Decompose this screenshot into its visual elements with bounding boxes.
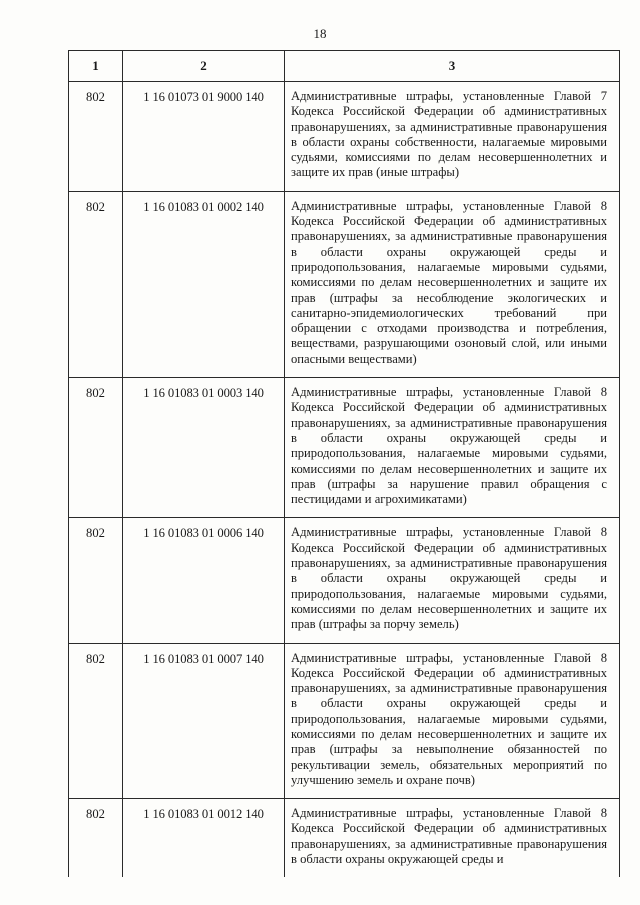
kbk-cell: 1 16 01083 01 0012 140 [123,799,285,878]
admin-code-cell: 802 [69,799,123,878]
kbk-cell: 1 16 01083 01 0006 140 [123,518,285,643]
kbk-cell: 1 16 01083 01 0003 140 [123,378,285,518]
admin-code-cell: 802 [69,643,123,799]
column-header-kbk: 2 [123,51,285,82]
table-row [69,518,620,643]
description-cell: Административные штрафы, установленные Главой 8 Кодекса Российской Федерации об административных правонарушениях, за административные правонарушения в области охраны окружающей среды и природопользования, налагаемые мировыми судьями, комиссиями по делам несовершеннолетних и защите их прав (штрафы за невыполнение обязанностей по рекультивации земель, обязательных мероприятий по улучшению земель и охране почв) [285,643,620,799]
kbk-cell: 1 16 01073 01 9000 140 [123,82,285,192]
column-header-admin-code: 1 [69,51,123,82]
admin-code-cell: 802 [69,82,123,192]
table-row [69,799,620,878]
table-row [69,643,620,799]
admin-code-cell: 802 [69,518,123,643]
table-header-row [69,51,620,82]
description-cell: Административные штрафы, установленные Главой 8 Кодекса Российской Федерации об административных правонарушениях, за административные правонарушения в области охраны окружающей среды и [285,799,620,878]
admin-code-cell: 802 [69,378,123,518]
description-cell: Административные штрафы, установленные Главой 8 Кодекса Российской Федерации об административных правонарушениях, за административные правонарушения в области охраны окружающей среды и природопользования, налагаемые мировыми судьями, комиссиями по делам несовершеннолетних и защите их прав (штрафы за нарушение правил обращения с пестицидами и агрохимикатами) [285,378,620,518]
description-cell: Административные штрафы, установленные Главой 8 Кодекса Российской Федерации об административных правонарушениях, за административные правонарушения в области охраны окружающей среды и природопользования, налагаемые мировыми судьями, комиссиями по делам несовершеннолетних и защите их прав (штрафы за несоблюдение экологических и санитарно-эпидемиологических требований при обращении с отходами производства и потребления, веществами, разрушающими озоновый слой, или иными опасными веществами) [285,191,620,377]
fines-table [68,50,620,877]
table-row [69,191,620,377]
kbk-cell: 1 16 01083 01 0007 140 [123,643,285,799]
kbk-cell: 1 16 01083 01 0002 140 [123,191,285,377]
description-cell: Административные штрафы, установленные Главой 7 Кодекса Российской Федерации об административных правонарушениях, за административные правонарушения в области охраны собственности, налагаемые мировыми судьями, комиссиями по делам несовершеннолетних и защите их прав (иные штрафы) [285,82,620,192]
page-number: 18 [313,26,327,41]
admin-code-cell: 802 [69,191,123,377]
table-row [69,82,620,192]
description-cell: Административные штрафы, установленные Главой 8 Кодекса Российской Федерации об административных правонарушениях, за административные правонарушения в области охраны окружающей среды и природопользования, налагаемые мировыми судьями, комиссиями по делам несовершеннолетних и защите их прав (штрафы за порчу земель) [285,518,620,643]
table-row [69,378,620,518]
column-header-description: 3 [285,51,620,82]
